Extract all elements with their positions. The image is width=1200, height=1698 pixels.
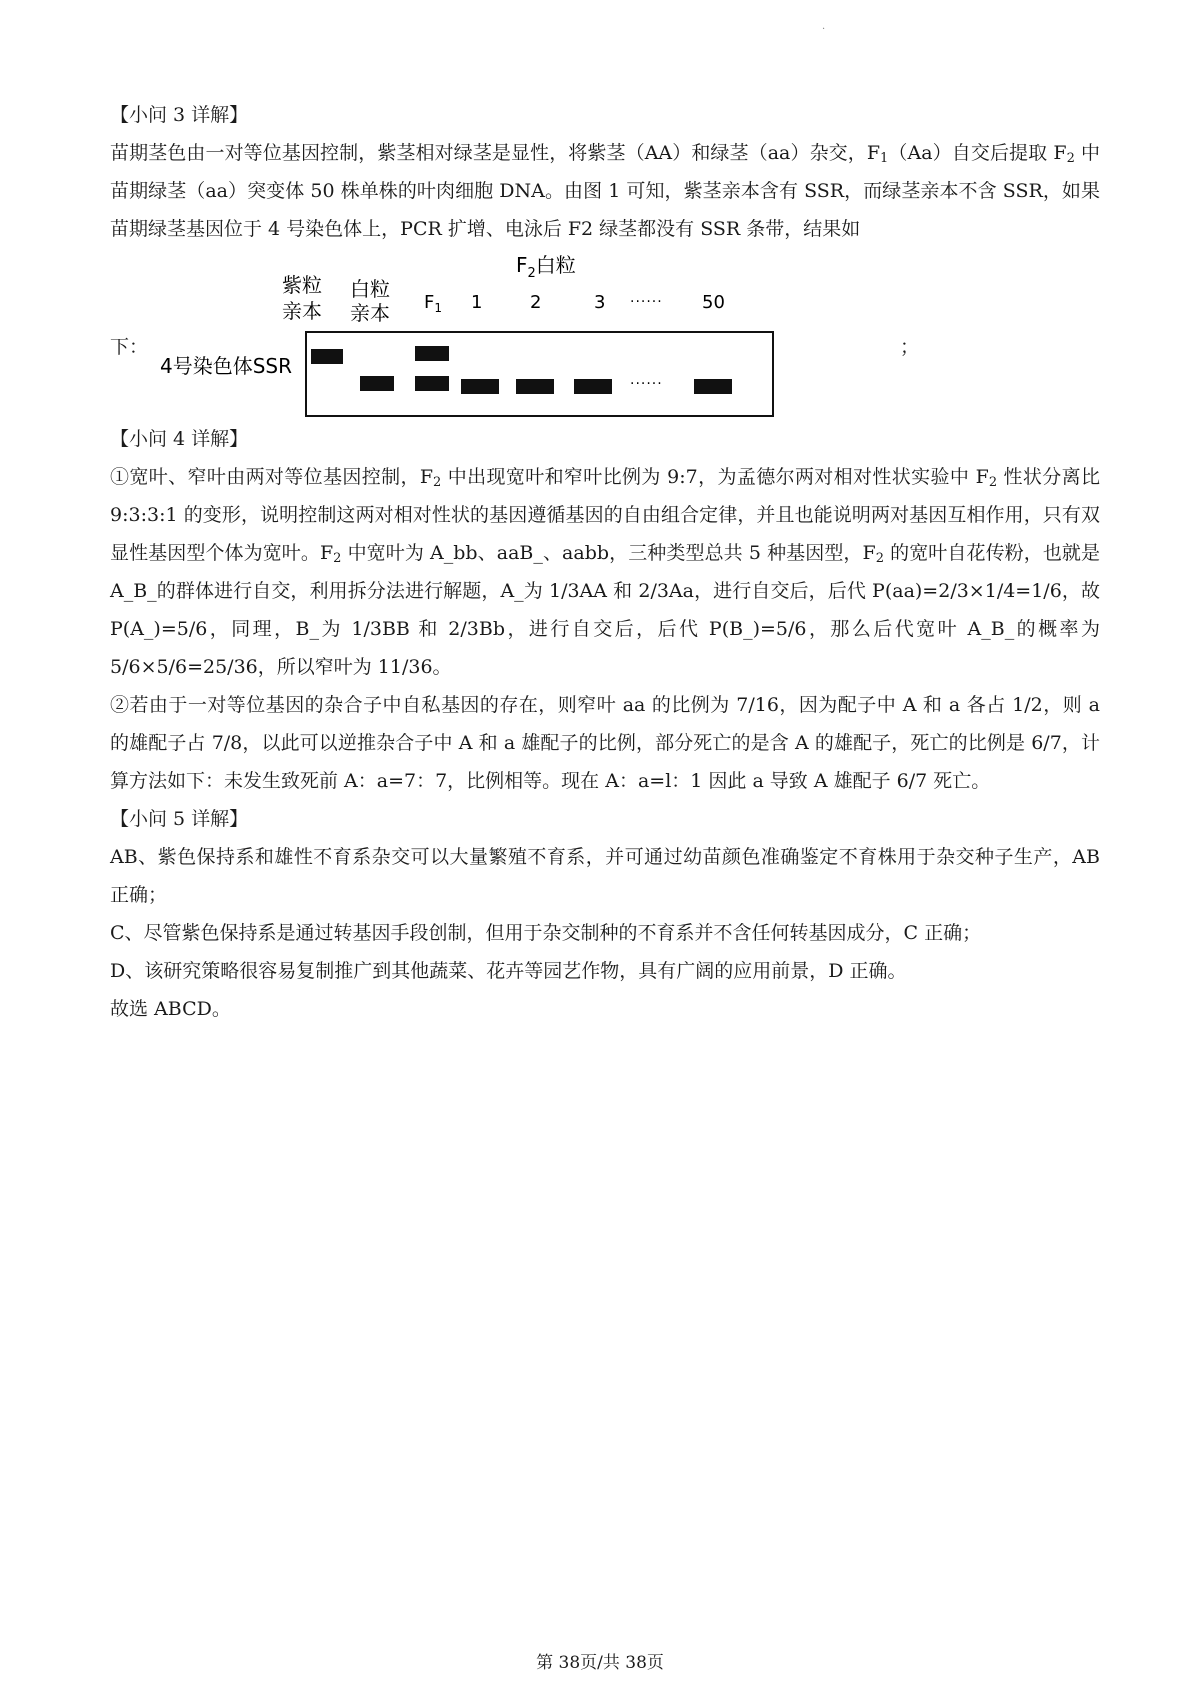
page-footer: 第 38页/共 38页: [536, 1653, 664, 1673]
lane-label-2: 2: [530, 292, 542, 313]
document-body: [110, 96, 1100, 1028]
row-label-ssr: 4号染色体SSR: [160, 354, 293, 378]
gel-frame: [306, 332, 773, 416]
q3-heading: 【小问 3 详解】: [110, 104, 249, 126]
band-dots: ······: [630, 376, 663, 392]
lane-label-f1: $F_1$: [424, 292, 442, 315]
lane-label-dots: ······: [630, 294, 663, 310]
lane-label-3: 3: [594, 292, 606, 313]
q5-paragraph-4: 故选 ABCD。: [110, 998, 231, 1020]
band-f2-50: [694, 379, 732, 394]
q4-paragraph-1: ①宽叶、窄叶由两对等位基因控制，$F_2$ 中出现宽叶和窄叶比例为 9:7，为孟德尔两对相对性状实验中 $F_2$ 性状分离比 9:3:3:1 的变形，说明控制这两对相对性状的基因遵循基因的自由组合定律，并且也能说明两对基因互相作用，只有双显性基因型个体为宽叶。$F_2$ 中宽叶为 A_bb、aaB_、aabb，三种类型总共 5 种基因型，$F_2$ 的宽叶自花传粉，也就是 A_B_的群体进行自交，利用拆分法进行解题，A_为 1/3AA 和 2/3Aa，进行自交后，后代 P(aa)=2/3×1/4=1/6，故 P(A_)=5/6，同理，B_为 1/3BB 和 2/3Bb，进行自交后，后代 P(B_)=5/6，那么后代宽叶 A_B_的概率为 5/6×5/6=25/36，所以窄叶为 11/36。: [110, 466, 1101, 678]
gel-figure: [160, 248, 800, 420]
q5-paragraph-1: AB、紫色保持系和雄性不育系杂交可以大量繁殖不育系，并可通过幼苗颜色准确鉴定不育株用于杂交种子生产，AB 正确；: [110, 846, 1100, 906]
lane-label-purple-parent-2: 亲本: [282, 299, 322, 323]
lane-label-purple-parent-1: 紫粒: [282, 273, 322, 297]
lane-label-white-parent-1: 白粒: [350, 277, 390, 301]
q5-paragraph-2: C、尽管紫色保持系是通过转基因手段创制，但用于杂交制种的不育系并不含任何转基因成分，C 正确；: [110, 922, 982, 944]
lane-label-1: 1: [471, 292, 483, 313]
band-white-parent-lower: [360, 376, 394, 391]
lane-label-white-parent-2: 亲本: [350, 301, 390, 325]
band-f2-2: [516, 379, 554, 394]
q5-heading: 【小问 5 详解】: [110, 808, 249, 830]
band-purple-parent-upper: [311, 349, 343, 364]
band-f1-upper: [415, 346, 449, 361]
f2-group-label: $F_2$白粒: [516, 253, 576, 281]
lane-label-50: 50: [702, 292, 725, 313]
band-f2-3: [574, 379, 612, 394]
figure-prefix: 下：: [110, 336, 149, 358]
figure-suffix: ；: [900, 336, 920, 358]
q3-paragraph: 苗期茎色由一对等位基因控制，紫茎相对绿茎是显性，将紫茎（AA）和绿茎（aa）杂交，$F_1(Aa)$自交后提取 $F_2$ 中苗期绿茎（aa）突变体 50 株单株的叶肉细胞 DNA。由图 1 可知，紫茎亲本含有 SSR，而绿茎亲本不含 SSR，如果苗期绿茎基因位于 4 号染色体上，PCR 扩增、电泳后 F2 绿茎都没有 SSR 条带，结果如: [110, 142, 1100, 240]
gel-figure-row: [110, 248, 1100, 420]
q4-heading: 【小问 4 详解】: [110, 428, 249, 450]
band-f2-1: [461, 379, 499, 394]
q4-paragraph-2: ②若由于一对等位基因的杂合子中自私基因的存在，则窄叶 aa 的比例为 7/16，因为配子中 A 和 a 各占 1/2，则 a 的雄配子占 7/8，以此可以逆推杂合子中 A 和 a 雄配子的比例，部分死亡的是含 A 的雄配子，死亡的比例是 6/7，计算方法如下：未发生致死前 A：a=7：7，比例相等。现在 A：a=l：1 因此 a 导致 A 雄配子 6/7 死亡。: [110, 694, 1100, 792]
band-f1-lower: [415, 376, 449, 391]
corner-mark: ·: [822, 24, 826, 35]
q5-paragraph-3: D、该研究策略很容易复制推广到其他蔬菜、花卉等园艺作物，具有广阔的应用前景，D 正确。: [110, 960, 907, 982]
